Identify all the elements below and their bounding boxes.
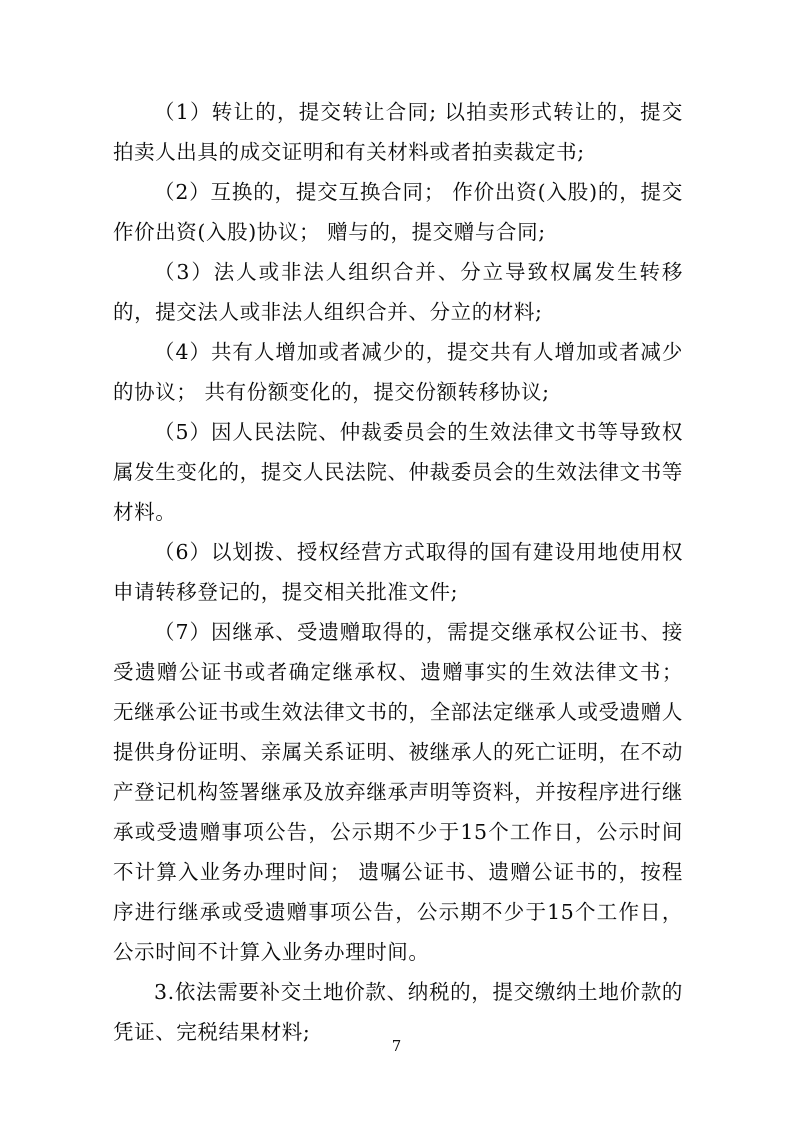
paragraph-item-1: （1）转让的，提交转让合同; 以拍卖形式转让的，提交拍卖人出具的成交证明和有关材料或者拍卖裁定书; [113,100,683,164]
document-body [113,92,683,1052]
paragraph-item-2: （2）互换的，提交互换合同； 作价出资(入股)的，提交作价出资(入股)协议； 赠与的，提交赠与合同; [113,180,683,244]
paragraph-item-6: （6）以划拨、授权经营方式取得的国有建设用地使用权申请转移登记的，提交相关批准文件; [113,540,683,604]
paragraph-item-8: 3.依法需要补交土地价款、纳税的，提交缴纳土地价款的凭证、完税结果材料; [113,980,683,1044]
paragraph-item-7: （7）因继承、受遗赠取得的，需提交继承权公证书、接受遗赠公证书或者确定继承权、遗赠事实的生效法律文书； 无继承公证书或生效法律文书的，全部法定继承人或受遗赠人提供身份证明、亲属关系证明、被继承人的死亡证明，在不动产登记机构签署继承及放弃继承声明等资料，并按程序进行继承或受遗赠事项公告，公示期不少于15个工作日，公示时间不计算入业务办理时间； 遗嘱公证书、遗赠公证书的，按程序进行继承或受遗赠事项公告，公示期不少于15个工作日，公示时间不计算入业务办理时间。 [113,620,683,964]
page-number: 7 [391,1037,402,1055]
paragraph-item-4: （4）共有人增加或者减少的，提交共有人增加或者减少的协议； 共有份额变化的，提交份额转移协议; [113,340,683,404]
paragraph-item-3: （3）法人或非法人组织合并、分立导致权属发生转移的，提交法人或非法人组织合并、分立的材料; [113,260,683,324]
paragraph-item-5: （5）因人民法院、仲裁委员会的生效法律文书等导致权属发生变化的，提交人民法院、仲裁委员会的生效法律文书等材料。 [113,420,683,524]
